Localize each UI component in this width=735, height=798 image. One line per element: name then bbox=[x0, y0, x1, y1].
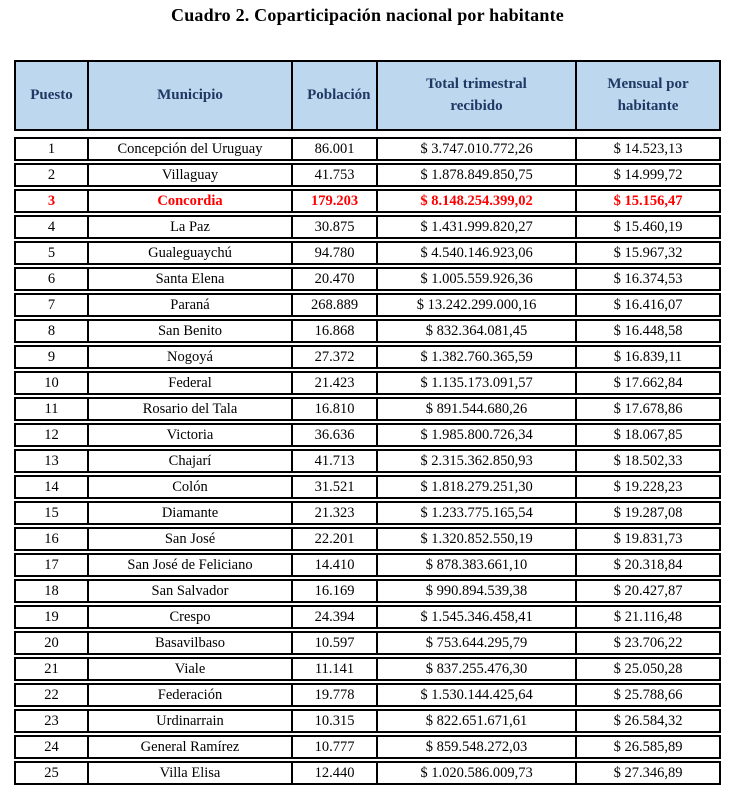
cell-total: $ 13.242.299.000,16 bbox=[376, 295, 575, 315]
cell-puesto: 4 bbox=[47, 218, 56, 235]
cell-puesto: 15 bbox=[44, 504, 59, 521]
cell-total: $ 1.233.775.165,54 bbox=[376, 503, 575, 523]
cell-puesto: 18 bbox=[44, 582, 59, 599]
cell-total: $ 1.320.852.550,19 bbox=[376, 529, 575, 549]
cell-total: $ 1.005.559.926,36 bbox=[376, 269, 575, 289]
cell-mensual: $ 19.831,73 bbox=[575, 529, 719, 549]
cell-mensual: $ 19.228,23 bbox=[575, 477, 719, 497]
table-row bbox=[14, 345, 721, 369]
cell-total: $ 3.747.010.772,26 bbox=[376, 139, 575, 159]
table-row bbox=[14, 709, 721, 733]
cell-total: $ 1.135.173.091,57 bbox=[376, 373, 575, 393]
cell-puesto: 5 bbox=[47, 244, 56, 261]
cell-total: $ 1.985.800.726,34 bbox=[376, 425, 575, 445]
header-cell-total: Total trimestral recibido bbox=[376, 62, 575, 129]
table-row bbox=[14, 683, 721, 707]
cell-puesto: 24 bbox=[44, 738, 59, 755]
cell-poblacion: 16.868 bbox=[291, 321, 376, 341]
cell-poblacion: 20.470 bbox=[291, 269, 376, 289]
table-row bbox=[14, 319, 721, 343]
cell-municipio: Concepción del Uruguay bbox=[87, 139, 291, 159]
table-row bbox=[14, 163, 721, 187]
header-cell-poblacion: Población bbox=[291, 62, 376, 129]
cell-poblacion: 24.394 bbox=[291, 607, 376, 627]
cell-mensual: $ 21.116,48 bbox=[575, 607, 719, 627]
cell-mensual: $ 26.584,32 bbox=[575, 711, 719, 731]
table-row bbox=[14, 423, 721, 447]
cell-total: $ 1.878.849.850,75 bbox=[376, 165, 575, 185]
cell-poblacion: 268.889 bbox=[291, 295, 376, 315]
cell-total: $ 4.540.146.923,06 bbox=[376, 243, 575, 263]
cell-municipio: Santa Elena bbox=[87, 269, 291, 289]
cell-municipio: Villaguay bbox=[87, 165, 291, 185]
cell-poblacion: 41.753 bbox=[291, 165, 376, 185]
page-title: Cuadro 2. Coparticipación nacional por habitante bbox=[171, 5, 564, 25]
cell-poblacion: 10.777 bbox=[291, 737, 376, 757]
cell-poblacion: 27.372 bbox=[291, 347, 376, 367]
cell-poblacion: 21.423 bbox=[291, 373, 376, 393]
cell-municipio: La Paz bbox=[87, 217, 291, 237]
table-header-row bbox=[14, 60, 721, 131]
cell-mensual: $ 15.967,32 bbox=[575, 243, 719, 263]
cell-total: $ 1.530.144.425,64 bbox=[376, 685, 575, 705]
cell-municipio: Concordia bbox=[87, 191, 291, 211]
cell-puesto: 2 bbox=[47, 166, 56, 183]
cell-poblacion: 11.141 bbox=[291, 659, 376, 679]
cell-municipio: San José bbox=[87, 529, 291, 549]
cell-municipio: Federal bbox=[87, 373, 291, 393]
cell-poblacion: 21.323 bbox=[291, 503, 376, 523]
cell-mensual: $ 14.999,72 bbox=[575, 165, 719, 185]
cell-mensual: $ 16.448,58 bbox=[575, 321, 719, 341]
cell-municipio: Diamante bbox=[87, 503, 291, 523]
cell-municipio: Victoria bbox=[87, 425, 291, 445]
cell-mensual: $ 17.678,86 bbox=[575, 399, 719, 419]
cell-municipio: Chajarí bbox=[87, 451, 291, 471]
cell-mensual: $ 25.050,28 bbox=[575, 659, 719, 679]
cell-municipio: Colón bbox=[87, 477, 291, 497]
cell-mensual: $ 25.788,66 bbox=[575, 685, 719, 705]
table-row bbox=[14, 605, 721, 629]
header-cell-puesto: Puesto bbox=[30, 86, 73, 103]
cell-municipio: Rosario del Tala bbox=[87, 399, 291, 419]
cell-puesto: 19 bbox=[44, 608, 59, 625]
cell-total: $ 1.818.279.251,30 bbox=[376, 477, 575, 497]
cell-poblacion: 10.597 bbox=[291, 633, 376, 653]
cell-municipio: San Salvador bbox=[87, 581, 291, 601]
cell-poblacion: 36.636 bbox=[291, 425, 376, 445]
cell-total: $ 753.644.295,79 bbox=[376, 633, 575, 653]
cell-puesto: 10 bbox=[44, 374, 59, 391]
table-row bbox=[14, 137, 721, 161]
cell-puesto: 11 bbox=[44, 400, 59, 417]
cell-municipio: Viale bbox=[87, 659, 291, 679]
cell-mensual: $ 18.502,33 bbox=[575, 451, 719, 471]
cell-total: $ 1.545.346.458,41 bbox=[376, 607, 575, 627]
cell-puesto: 8 bbox=[47, 322, 56, 339]
cell-puesto: 9 bbox=[47, 348, 56, 365]
cell-puesto: 7 bbox=[47, 296, 56, 313]
cell-municipio: Gualeguaychú bbox=[87, 243, 291, 263]
table-row bbox=[14, 657, 721, 681]
table-row bbox=[14, 241, 721, 265]
table-row bbox=[14, 215, 721, 239]
cell-mensual: $ 20.427,87 bbox=[575, 581, 719, 601]
cell-poblacion: 179.203 bbox=[291, 191, 376, 211]
cell-mensual: $ 16.416,07 bbox=[575, 295, 719, 315]
table-row bbox=[14, 189, 721, 213]
cell-poblacion: 14.410 bbox=[291, 555, 376, 575]
cell-puesto: 12 bbox=[44, 426, 59, 443]
cell-poblacion: 19.778 bbox=[291, 685, 376, 705]
cell-poblacion: 12.440 bbox=[291, 763, 376, 783]
table-row bbox=[14, 293, 721, 317]
cell-puesto: 17 bbox=[44, 556, 59, 573]
cell-total: $ 990.894.539,38 bbox=[376, 581, 575, 601]
table-row bbox=[14, 397, 721, 421]
cell-mensual: $ 27.346,89 bbox=[575, 763, 719, 783]
coparticipacion-table bbox=[14, 60, 721, 787]
cell-puesto: 20 bbox=[44, 634, 59, 651]
cell-puesto: 16 bbox=[44, 530, 59, 547]
table-row bbox=[14, 501, 721, 525]
cell-mensual: $ 17.662,84 bbox=[575, 373, 719, 393]
table-row bbox=[14, 735, 721, 759]
cell-municipio: Nogoyá bbox=[87, 347, 291, 367]
cell-poblacion: 86.001 bbox=[291, 139, 376, 159]
cell-puesto: 23 bbox=[44, 712, 59, 729]
cell-poblacion: 22.201 bbox=[291, 529, 376, 549]
table-body bbox=[14, 137, 721, 785]
cell-mensual: $ 19.287,08 bbox=[575, 503, 719, 523]
cell-mensual: $ 23.706,22 bbox=[575, 633, 719, 653]
cell-total: $ 837.255.476,30 bbox=[376, 659, 575, 679]
cell-total: $ 878.383.661,10 bbox=[376, 555, 575, 575]
cell-total: $ 2.315.362.850,93 bbox=[376, 451, 575, 471]
table-row bbox=[14, 761, 721, 785]
cell-municipio: Basavilbaso bbox=[87, 633, 291, 653]
table-row bbox=[14, 449, 721, 473]
cell-municipio: Federación bbox=[87, 685, 291, 705]
cell-total: $ 1.382.760.365,59 bbox=[376, 347, 575, 367]
header-cell-municipio: Municipio bbox=[87, 62, 291, 129]
cell-poblacion: 10.315 bbox=[291, 711, 376, 731]
cell-puesto: 3 bbox=[47, 192, 56, 209]
cell-municipio: Paraná bbox=[87, 295, 291, 315]
cell-total: $ 891.544.680,26 bbox=[376, 399, 575, 419]
cell-poblacion: 41.713 bbox=[291, 451, 376, 471]
cell-puesto: 21 bbox=[44, 660, 59, 677]
cell-poblacion: 16.810 bbox=[291, 399, 376, 419]
cell-mensual: $ 14.523,13 bbox=[575, 139, 719, 159]
cell-municipio: Crespo bbox=[87, 607, 291, 627]
cell-mensual: $ 16.374,53 bbox=[575, 269, 719, 289]
cell-puesto: 13 bbox=[44, 452, 59, 469]
cell-mensual: $ 20.318,84 bbox=[575, 555, 719, 575]
cell-mensual: $ 15.156,47 bbox=[575, 191, 719, 211]
table-row bbox=[14, 267, 721, 291]
cell-total: $ 1.020.586.009,73 bbox=[376, 763, 575, 783]
cell-total: $ 8.148.254.399,02 bbox=[376, 191, 575, 211]
cell-puesto: 6 bbox=[47, 270, 56, 287]
cell-total: $ 859.548.272,03 bbox=[376, 737, 575, 757]
cell-municipio: San Benito bbox=[87, 321, 291, 341]
cell-puesto: 1 bbox=[47, 140, 56, 157]
cell-municipio: General Ramírez bbox=[87, 737, 291, 757]
cell-puesto: 22 bbox=[44, 686, 59, 703]
table-row bbox=[14, 371, 721, 395]
cell-mensual: $ 16.839,11 bbox=[575, 347, 719, 367]
cell-mensual: $ 26.585,89 bbox=[575, 737, 719, 757]
cell-total: $ 822.651.671,61 bbox=[376, 711, 575, 731]
table-row bbox=[14, 579, 721, 603]
table-row bbox=[14, 631, 721, 655]
cell-total: $ 1.431.999.820,27 bbox=[376, 217, 575, 237]
cell-poblacion: 31.521 bbox=[291, 477, 376, 497]
cell-municipio: Villa Elisa bbox=[87, 763, 291, 783]
cell-poblacion: 94.780 bbox=[291, 243, 376, 263]
cell-total: $ 832.364.081,45 bbox=[376, 321, 575, 341]
table-row bbox=[14, 527, 721, 551]
cell-poblacion: 16.169 bbox=[291, 581, 376, 601]
cell-mensual: $ 18.067,85 bbox=[575, 425, 719, 445]
cell-mensual: $ 15.460,19 bbox=[575, 217, 719, 237]
cell-puesto: 25 bbox=[44, 764, 59, 781]
header-cell-mensual: Mensual por habitante bbox=[575, 62, 719, 129]
cell-municipio: San José de Feliciano bbox=[87, 555, 291, 575]
cell-puesto: 14 bbox=[44, 478, 59, 495]
table-row bbox=[14, 553, 721, 577]
table-row bbox=[14, 475, 721, 499]
cell-poblacion: 30.875 bbox=[291, 217, 376, 237]
cell-municipio: Urdinarrain bbox=[87, 711, 291, 731]
